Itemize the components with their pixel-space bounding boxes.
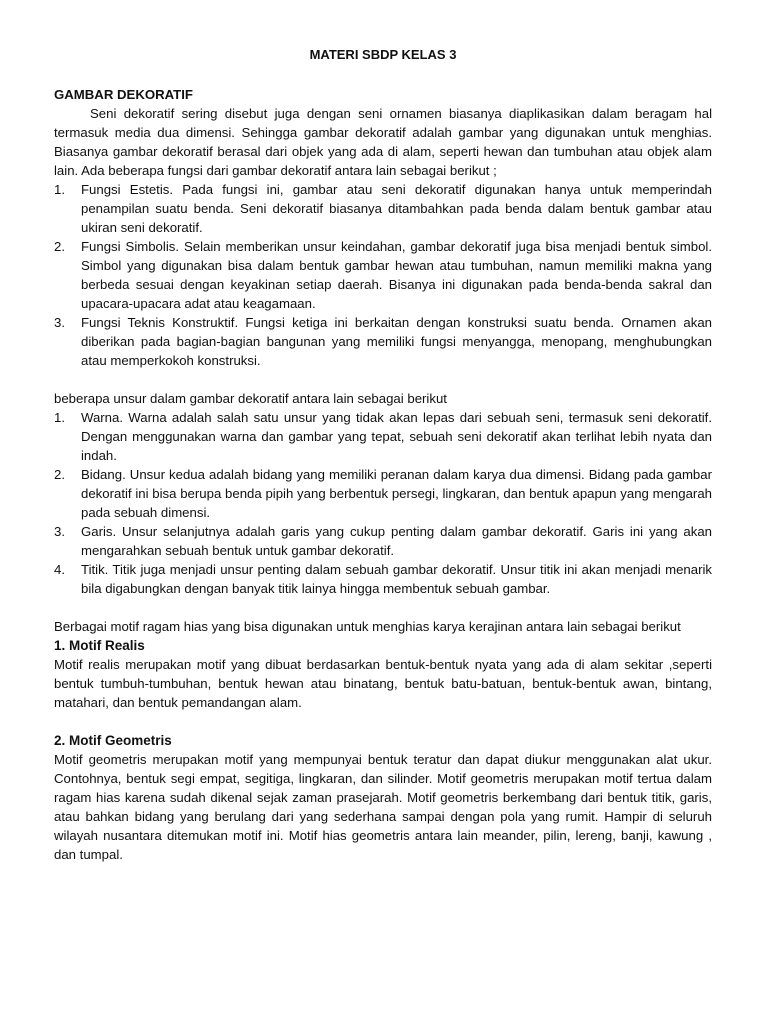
list-item-text: Fungsi Simbolis. Selain memberikan unsur keindahan, gambar dekoratif juga bisa menjadi bentuk simbol. Simbol yang digunakan bisa dalam bentuk gambar hewan atau tumbuhan, namun memiliki makna yang berbeda sesuai dengan keyakinan setiap daerah. Bisanya ini digunakan pada benda-benda sakral dan upacara-upacara adat atau keagamaan. <box>81 239 712 311</box>
list-number: 3. <box>54 315 65 330</box>
section-heading-gambar-dekoratif: GAMBAR DEKORATIF <box>54 87 193 102</box>
list-item <box>54 522 712 560</box>
list-number: 4. <box>54 562 65 577</box>
unsur-list <box>54 408 712 598</box>
list-item-text: Fungsi Teknis Konstruktif. Fungsi ketiga ini berkaitan dengan konstruksi suatu benda. Ornamen akan diberikan pada bagian-bagian bangunan yang memiliki fungsi menyangga, menopang, menghubungkan atau memperkokoh konstruksi. <box>81 315 712 368</box>
intro-paragraph: Seni dekoratif sering disebut juga dengan seni ornamen biasanya diaplikasikan dalam beragam hal termasuk media dua dimensi. Sehingga gambar dekoratif adalah gambar yang digunakan untuk menghias. Biasanya gambar dekoratif berasal dari objek yang ada di alam, seperti hewan dan tumbuhan atau objek alam lain. Ada beberapa fungsi dari gambar dekoratif antara lain sebagai berikut ; <box>54 106 712 178</box>
motif-realis-text: Motif realis merupakan motif yang dibuat berdasarkan bentuk-bentuk nyata yang ada di alam sekitar ,seperti bentuk tumbuh-tumbuhan, bentuk hewan atau binatang, bentuk batu-batuan, bentuk-bentuk awan, bintang, matahari, dan bentuk pemandangan alam. <box>54 657 712 710</box>
unsur-intro: beberapa unsur dalam gambar dekoratif antara lain sebagai berikut <box>54 391 447 406</box>
list-number: 3. <box>54 524 65 539</box>
motif-geometris-heading: 2. Motif Geometris <box>54 733 172 748</box>
list-number: 1. <box>54 182 65 197</box>
list-item <box>54 560 712 598</box>
list-item-text: Fungsi Estetis. Pada fungsi ini, gambar atau seni dekoratif digunakan hanya untuk memperindah penampilan suatu benda. Seni dekoratif biasanya ditambahkan pada benda dalam bentuk gambar atau ukiran seni dekoratif. <box>81 182 712 235</box>
list-item-text: Titik. Titik juga menjadi unsur penting dalam sebuah gambar dekoratif. Unsur titik ini akan menjadi menarik bila digabungkan dengan banyak titik lainya hingga membentuk sebuah gambar. <box>81 562 712 596</box>
motif-realis-heading: 1. Motif Realis <box>54 638 145 653</box>
list-item <box>54 408 712 465</box>
list-item <box>54 465 712 522</box>
fungsi-list <box>54 180 712 370</box>
list-item-text: Garis. Unsur selanjutnya adalah garis yang cukup penting dalam gambar dekoratif. Garis ini yang akan mengarahkan sebuah bentuk untuk gambar dekoratif. <box>81 524 712 558</box>
motif-intro: Berbagai motif ragam hias yang bisa digunakan untuk menghias karya kerajinan antara lain sebagai berikut <box>54 619 681 634</box>
list-number: 2. <box>54 467 65 482</box>
list-item <box>54 237 712 313</box>
list-item <box>54 313 712 370</box>
list-number: 2. <box>54 239 65 254</box>
list-number: 1. <box>54 410 65 425</box>
list-item-text: Warna. Warna adalah salah satu unsur yang tidak akan lepas dari sebuah seni, termasuk seni dekoratif. Dengan menggunakan warna dan gambar yang tepat, sebuah seni dekoratif akan terlihat lebih nyata dan indah. <box>81 410 712 463</box>
list-item-text: Bidang. Unsur kedua adalah bidang yang memiliki peranan dalam karya dua dimensi. Bidang pada gambar dekoratif ini bisa berupa benda pipih yang berbentuk persegi, lingkaran, dan bentuk apapun yang mengarah pada sebuah dimensi. <box>81 467 712 520</box>
list-item <box>54 180 712 237</box>
document-title: MATERI SBDP KELAS 3 <box>309 47 457 62</box>
motif-geometris-text: Motif geometris merupakan motif yang mempunyai bentuk teratur dan dapat diukur menggunakan alat ukur. Contohnya, bentuk segi empat, segitiga, lingkaran, dan silinder. Motif geometris merupakan motif tertua dalam ragam hias karena sudah dikenal sejak zaman prasejarah. Motif geometris berkembang dari bentuk titik, garis, atau bahkan bidang yang berulang dari yang sederhana sampai dengan pola yang rumit. Hampir di seluruh wilayah nusantara ditemukan motif ini. Motif hias geometris antara lain meander, pilin, lereng, banji, kawung , dan tumpal. <box>54 752 712 862</box>
